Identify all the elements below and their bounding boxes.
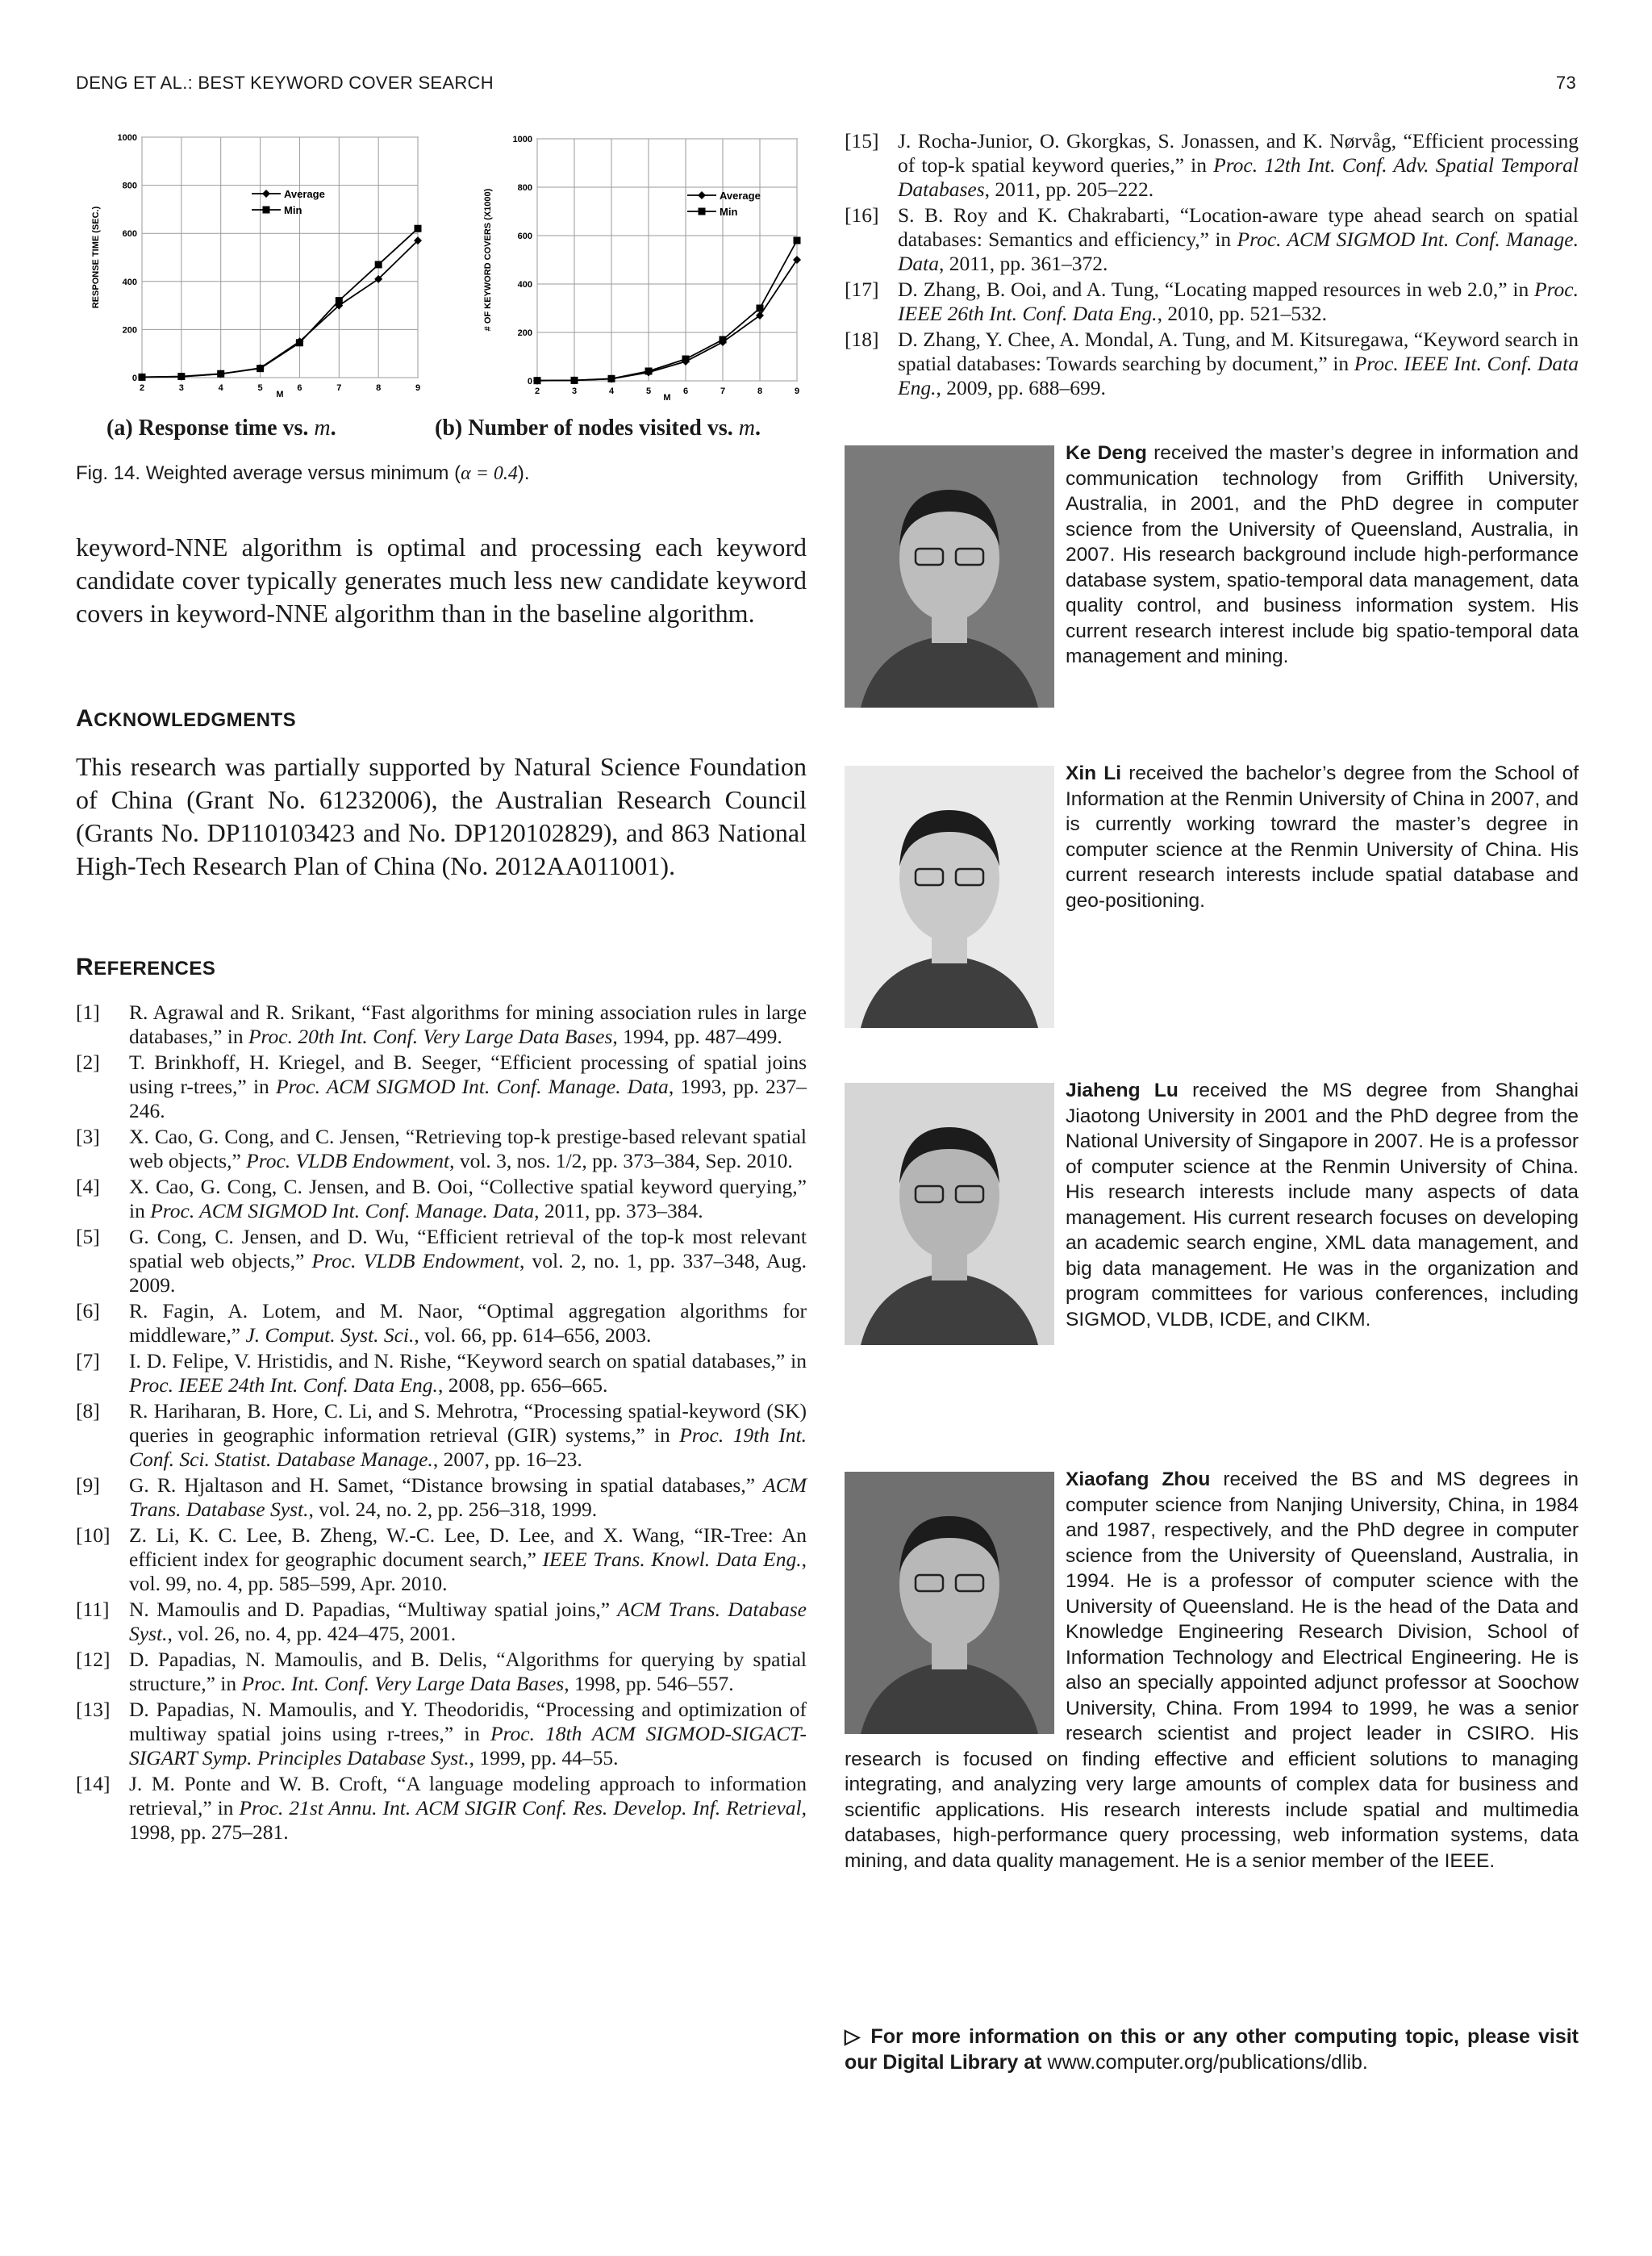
reference-details: , 2008, pp. 656–665. — [437, 1373, 608, 1397]
data-point-min — [608, 375, 615, 382]
reference-details: , vol. 24, no. 2, pp. 256–318, 1999. — [308, 1498, 598, 1521]
x-tick-label: 5 — [257, 383, 263, 393]
reference-item — [76, 1175, 807, 1223]
reference-item — [845, 328, 1579, 400]
reference-text: X. Cao, G. Cong, C. Jensen, and B. Ooi, “Collective spatial keyword querying,” in — [129, 1175, 807, 1222]
reference-item — [76, 1299, 807, 1347]
references-heading-rest: EFERENCES — [94, 958, 216, 980]
figure-caption-suffix: ). — [517, 462, 530, 484]
chart-nodes-visited-svg — [440, 121, 807, 412]
chart-response-time-svg — [76, 121, 431, 412]
data-point-min — [645, 368, 653, 375]
x-tick-label: 2 — [139, 383, 145, 393]
digital-library-text: For more information on this or any other computing topic, please visit our Digital Library at — [845, 2025, 1579, 2074]
reference-details: , 1994, pp. 487–499. — [612, 1025, 782, 1048]
reference-number: [7] — [76, 1349, 100, 1372]
reference-number: [13] — [76, 1698, 111, 1721]
x-tick-label: 2 — [534, 386, 540, 396]
data-point-min — [682, 356, 690, 363]
reference-venue: Proc. VLDB Endowment — [311, 1249, 519, 1272]
data-point-min — [720, 336, 727, 344]
reference-item — [76, 1698, 807, 1770]
figure-caption-prefix: Fig. 14. Weighted average versus minimum ( — [76, 462, 461, 484]
reference-text: G. Cong, C. Jensen, and D. Wu, “Efficient retrieval of the top-k most relevant spatial web objects,” — [129, 1225, 807, 1272]
y-axis-label: RESPONSE TIME (SEC.) — [91, 206, 101, 309]
reference-venue: IEEE Trans. Knowl. Data Eng. — [542, 1548, 802, 1571]
author-photo — [845, 766, 1054, 1028]
legend-label: Average — [720, 190, 761, 202]
biography-jiaheng-lu — [845, 1078, 1579, 1345]
data-point-min — [571, 377, 578, 384]
y-tick-label: 0 — [527, 377, 532, 386]
reference-details: , 1998, pp. 275–281. — [129, 1796, 807, 1844]
data-point-min — [257, 365, 264, 372]
data-point-min — [375, 261, 382, 268]
author-name: Xiaofang Zhou — [1066, 1468, 1211, 1490]
page-number: 73 — [1555, 73, 1576, 93]
legend-marker — [699, 208, 706, 215]
data-point-min — [415, 225, 422, 232]
reference-item — [845, 203, 1579, 276]
y-tick-label: 200 — [122, 325, 137, 336]
reference-number: [5] — [76, 1225, 100, 1248]
reference-item — [845, 278, 1579, 326]
reference-venue: Proc. Int. Conf. Very Large Data Bases — [241, 1672, 565, 1695]
running-head — [76, 73, 1576, 97]
x-tick-label: 7 — [720, 386, 726, 396]
reference-venue: Proc. ACM SIGMOD Int. Conf. Manage. Data — [150, 1199, 535, 1222]
x-tick-label: 8 — [376, 383, 382, 393]
data-point-min — [336, 297, 343, 304]
reference-text: I. D. Felipe, V. Hristidis, and N. Rishe, “Keyword search on spatial databases,” in — [129, 1349, 807, 1372]
figure-caption-math: α = 0.4 — [461, 463, 518, 484]
reference-item — [845, 129, 1579, 202]
reference-text: R. Fagin, A. Lotem, and M. Naor, “Optimal aggregation algorithms for middleware,” — [129, 1299, 807, 1347]
y-tick-label: 1000 — [512, 135, 532, 144]
reference-number: [6] — [76, 1299, 100, 1322]
portrait-graphic — [845, 1083, 1054, 1345]
references-heading-first: R — [76, 954, 94, 980]
reference-number: [2] — [76, 1051, 100, 1074]
y-tick-label: 600 — [517, 232, 532, 241]
reference-number: [11] — [76, 1598, 110, 1621]
reference-item — [76, 1648, 807, 1696]
reference-venue: Proc. VLDB Endowment — [246, 1149, 450, 1172]
reference-item — [76, 1225, 807, 1297]
reference-number: [17] — [845, 278, 879, 301]
figure-caption — [76, 462, 530, 485]
reference-details: , 2007, pp. 16–23. — [432, 1448, 582, 1471]
x-tick-label: 3 — [178, 383, 184, 393]
biography-xiaofang-zhou — [845, 1467, 1579, 1874]
legend-marker — [262, 190, 270, 198]
reference-details: , 1999, pp. 44–55. — [469, 1746, 619, 1769]
author-bio-text: received the bachelor’s degree from the School of Information at the Renmin University of China in 2007, and is currently working towrard the master’s degree in computer science at the Renmin University of China. His current research interests include spatial database and geo-positioning. — [1066, 762, 1579, 912]
acknowledgments-heading-rest: CKNOWLEDGMENTS — [94, 709, 297, 731]
reference-details: , 2010, pp. 521–532. — [1157, 302, 1327, 325]
reference-number: [3] — [76, 1125, 100, 1148]
reference-item — [76, 1598, 807, 1646]
series-line-min — [142, 228, 418, 377]
acknowledgments-heading-first: A — [76, 705, 94, 732]
chart-nodes-visited — [440, 121, 807, 412]
biography-ke-deng — [845, 441, 1579, 708]
reference-item — [76, 1349, 807, 1397]
reference-number: [1] — [76, 1001, 100, 1024]
x-axis-label: M — [663, 393, 671, 403]
acknowledgments-heading — [76, 705, 296, 733]
y-tick-label: 200 — [517, 328, 532, 338]
reference-venue: Proc. 18th ACM SIGMOD-SIGACT-SIGART Symp. Principles Database Syst. — [129, 1722, 807, 1769]
reference-details: , vol. 66, pp. 614–656, 2003. — [414, 1323, 652, 1347]
reference-details: , 2011, pp. 361–372. — [939, 252, 1108, 275]
legend-label: Min — [720, 206, 738, 218]
reference-text: R. Agrawal and R. Srikant, “Fast algorithms for mining association rules in large databases,” in — [129, 1001, 807, 1048]
subcaption-b: (b) Number of nodes visited vs. m. — [435, 416, 761, 441]
reference-number: [4] — [76, 1175, 100, 1198]
reference-venue: Proc. 20th Int. Conf. Very Large Data Bases — [248, 1025, 613, 1048]
author-photo — [845, 1083, 1054, 1345]
author-name: Ke Deng — [1066, 442, 1147, 464]
reference-text: D. Papadias, N. Mamoulis, and B. Delis, “Algorithms for querying by spatial structure,” in — [129, 1648, 807, 1695]
data-point-min — [177, 373, 185, 380]
y-tick-label: 0 — [131, 374, 137, 383]
author-name: Xin Li — [1066, 762, 1122, 784]
reference-text: D. Papadias, N. Mamoulis, and Y. Theodoridis, “Processing and optimization of multiway spatial joins using r-trees,” in — [129, 1698, 807, 1745]
author-bio-text: received the BS and MS degrees in computer science from Nanjing University, China, in 1984 and 1987, respectively, and the PhD degree in computer science from the University of Queensland, Australia, in 1994. He is a professor of computer science with the University of Queensland. He is the head of the Data and Knowledge Engineering Research Division, School of Information Technology and Electrical Engineering. He is also an specially appointed adjunct professor at Soochow University, China. From 1994 to 1999, he was a senior research scientist and project leader in CSIRO. His research is focused on finding effective and efficient solutions to managing integrating, and analyzing very large amounts of complex data for business and scientific applications. His research interests include spatial and multimedia databases, high-performance query processing, web information systems, data mining, and data quality management. He is a senior member of the IEEE. — [845, 1468, 1579, 1872]
reference-item — [76, 1473, 807, 1522]
x-axis-label: M — [276, 390, 284, 399]
x-tick-label: 4 — [608, 386, 615, 396]
y-tick-label: 600 — [122, 229, 137, 240]
reference-text: T. Brinkhoff, H. Kriegel, and B. Seeger, “Efficient processing of spatial joins using r-trees,” in — [129, 1051, 807, 1098]
reference-text: J. M. Ponte and W. B. Croft, “A language modeling approach to information retrieval,” in — [129, 1772, 807, 1819]
reference-item — [76, 1399, 807, 1472]
reference-item — [76, 1523, 807, 1596]
reference-details: , vol. 26, no. 4, pp. 424–475, 2001. — [167, 1622, 457, 1645]
data-point-min — [534, 377, 541, 384]
data-point-min — [296, 339, 303, 346]
series-line-average — [537, 260, 797, 381]
left-column — [76, 121, 807, 1844]
reference-number: [14] — [76, 1772, 111, 1795]
running-head-title: DENG ET AL.: BEST KEYWORD COVER SEARCH — [76, 73, 494, 93]
reference-text: G. R. Hjaltason and H. Samet, “Distance browsing in spatial databases,” — [129, 1473, 764, 1497]
reference-number: [12] — [76, 1648, 111, 1671]
reference-venue: Proc. ACM SIGMOD Int. Conf. Manage. Data — [898, 228, 1579, 275]
reference-text: X. Cao, G. Cong, and C. Jensen, “Retrieving top-k prestige-based relevant spatial web objects,” — [129, 1125, 807, 1172]
data-point-min — [794, 237, 801, 244]
reference-number: [16] — [845, 203, 879, 227]
x-tick-label: 9 — [415, 383, 421, 393]
acknowledgments-paragraph: This research was partially supported by Natural Science Foundation of China (Grant No. 61232006), the Australian Research Council (Grants No. DP110103423 and No. DP120102829), and 863 National High-Tech Research Plan of China (No. 2012AA011001). — [76, 752, 807, 880]
reference-item — [76, 1001, 807, 1049]
reference-item — [76, 1125, 807, 1173]
legend-label: Min — [284, 204, 302, 216]
reference-details: , 1993, pp. 237–246. — [129, 1075, 807, 1122]
reference-number: [9] — [76, 1473, 100, 1497]
y-tick-label: 800 — [122, 181, 137, 191]
y-tick-label: 400 — [517, 280, 532, 290]
reference-venue: Proc. IEEE Int. Conf. Data Eng. — [898, 352, 1579, 399]
reference-number: [15] — [845, 129, 879, 152]
reference-text: D. Zhang, Y. Chee, A. Mondal, A. Tung, and M. Kitsuregawa, “Keyword search in spatial databases: Towards searching by document,” in — [898, 328, 1579, 375]
reference-text: S. B. Roy and K. Chakrabarti, “Location-aware type ahead search on spatial databases: Semantics and efficiency,” in — [898, 203, 1579, 251]
x-tick-label: 5 — [645, 386, 652, 396]
x-tick-label: 9 — [794, 386, 800, 396]
reference-venue: Proc. 12th Int. Conf. Adv. Spatial Temporal Databases — [898, 153, 1579, 201]
reference-item — [76, 1051, 807, 1123]
reference-details: , vol. 3, nos. 1/2, pp. 373–384, Sep. 2010. — [449, 1149, 793, 1172]
subcaption-a: (a) Response time vs. m. — [106, 416, 336, 441]
legend-marker — [263, 207, 270, 214]
reference-venue: Proc. 21st Annu. Int. ACM SIGIR Conf. Res. Develop. Inf. Retrieval — [239, 1796, 802, 1819]
reference-text: R. Hariharan, B. Hore, C. Li, and S. Mehrotra, “Processing spatial-keyword (SK) queries in geographic information retrieval (GIR) systems,” in — [129, 1399, 807, 1447]
reference-venue: ACM Trans. Database Syst. — [129, 1598, 807, 1645]
x-tick-label: 6 — [297, 383, 302, 393]
portrait-graphic — [845, 445, 1054, 708]
data-point-min — [217, 370, 224, 378]
author-photo — [845, 1472, 1054, 1734]
figure-14 — [76, 121, 807, 484]
reference-venue: Proc. IEEE 24th Int. Conf. Data Eng. — [129, 1373, 438, 1397]
references-heading — [76, 954, 215, 981]
y-tick-label: 800 — [517, 183, 532, 193]
reference-details: , 2009, pp. 688–699. — [936, 376, 1106, 399]
author-photo — [845, 445, 1054, 708]
reference-number: [8] — [76, 1399, 100, 1423]
reference-venue: J. Comput. Syst. Sci. — [245, 1323, 415, 1347]
plot-area — [142, 137, 418, 378]
x-tick-label: 7 — [336, 383, 342, 393]
subcaption-b-text: (b) Number of nodes visited vs. — [435, 416, 733, 441]
reference-text: Z. Li, K. C. Lee, B. Zheng, W.-C. Lee, D. Lee, and X. Wang, “IR-Tree: An efficient index for geographic document search,” — [129, 1523, 807, 1571]
y-axis-label: # OF KEYWORD COVERS (X1000) — [483, 188, 493, 332]
digital-library-link[interactable]: www.computer.org/publications/dlib. — [1047, 2051, 1368, 2074]
x-tick-label: 4 — [218, 383, 223, 393]
reference-number: [18] — [845, 328, 879, 351]
data-point-average — [793, 256, 801, 264]
data-point-min — [139, 374, 146, 381]
y-tick-label: 1000 — [117, 133, 137, 143]
reference-venue: Proc. 19th Int. Conf. Sci. Statist. Database Manage. — [129, 1423, 807, 1471]
x-tick-label: 6 — [682, 386, 689, 396]
reference-text: D. Zhang, B. Ooi, and A. Tung, “Locating mapped resources in web 2.0,” in — [898, 278, 1534, 301]
author-bio-text: received the master’s degree in information and communication technology from Griffith University, Australia, in 2001, and the PhD degree in computer science from the University of Queensland, Australia, in 2007. His research background include high-performance database system, spatio-temporal data management, data quality control, and business information system. His current research interest include big spatio-temporal data management and mining. — [1066, 442, 1579, 667]
digital-library-note — [845, 2024, 1579, 2075]
author-name: Jiaheng Lu — [1066, 1080, 1179, 1101]
data-point-min — [757, 305, 764, 312]
subcaption-b-var: m — [738, 416, 755, 441]
reference-list-right — [845, 129, 1579, 402]
reference-number: [10] — [76, 1523, 111, 1547]
reference-item — [76, 1772, 807, 1844]
reference-venue: ACM Trans. Database Syst. — [129, 1473, 807, 1521]
reference-details: , 1998, pp. 546–557. — [564, 1672, 734, 1695]
reference-venue: Proc. IEEE 26th Int. Conf. Data Eng. — [898, 278, 1579, 325]
reference-details: , vol. 99, no. 4, pp. 585–599, Apr. 2010. — [129, 1548, 807, 1595]
portrait-graphic — [845, 1472, 1054, 1734]
subcaption-a-var: m — [314, 416, 331, 441]
subcaption-a-text: (a) Response time vs. — [106, 416, 309, 441]
reference-details: , 2011, pp. 205–222. — [984, 178, 1154, 201]
reference-details: , vol. 2, no. 1, pp. 337–348, Aug. 2009. — [129, 1249, 807, 1297]
reference-text: N. Mamoulis and D. Papadias, “Multiway spatial joins,” — [129, 1598, 618, 1621]
reference-list-left — [76, 1001, 807, 1846]
chart-response-time — [76, 121, 431, 412]
plot-area — [537, 139, 797, 381]
legend-label: Average — [284, 188, 325, 200]
portrait-graphic — [845, 766, 1054, 1028]
biography-xin-li — [845, 761, 1579, 1028]
reference-venue: Proc. ACM SIGMOD Int. Conf. Manage. Data — [275, 1075, 669, 1098]
x-tick-label: 8 — [757, 386, 763, 396]
body-paragraph-1: keyword-NNE algorithm is optimal and processing each keyword candidate cover typically generates much less new candidate keyword covers in keyword-NNE algorithm than in the baseline algorithm. — [76, 533, 807, 628]
author-bio-text: received the MS degree from Shanghai Jiaotong University in 2001 and the PhD degree from the National University of Singapore in 2007. He is a professor of computer science at the Renmin University of China. His research interests include many aspects of data management. His current research focuses on developing an academic search engine, XML data management, and big data management. He was in the organization and program committees for various conferences, including SIGMOD, VLDB, ICDE, and CIKM. — [1066, 1080, 1579, 1331]
triangle-icon: ▷ — [845, 2025, 863, 2048]
reference-text: J. Rocha-Junior, O. Gkorgkas, S. Jonassen, and K. Nørvåg, “Efficient processing of top-k spatial keyword queries,” in — [898, 129, 1579, 177]
x-tick-label: 3 — [571, 386, 578, 396]
legend-marker — [698, 191, 706, 199]
y-tick-label: 400 — [122, 277, 137, 287]
reference-details: , 2011, pp. 373–384. — [534, 1199, 703, 1222]
